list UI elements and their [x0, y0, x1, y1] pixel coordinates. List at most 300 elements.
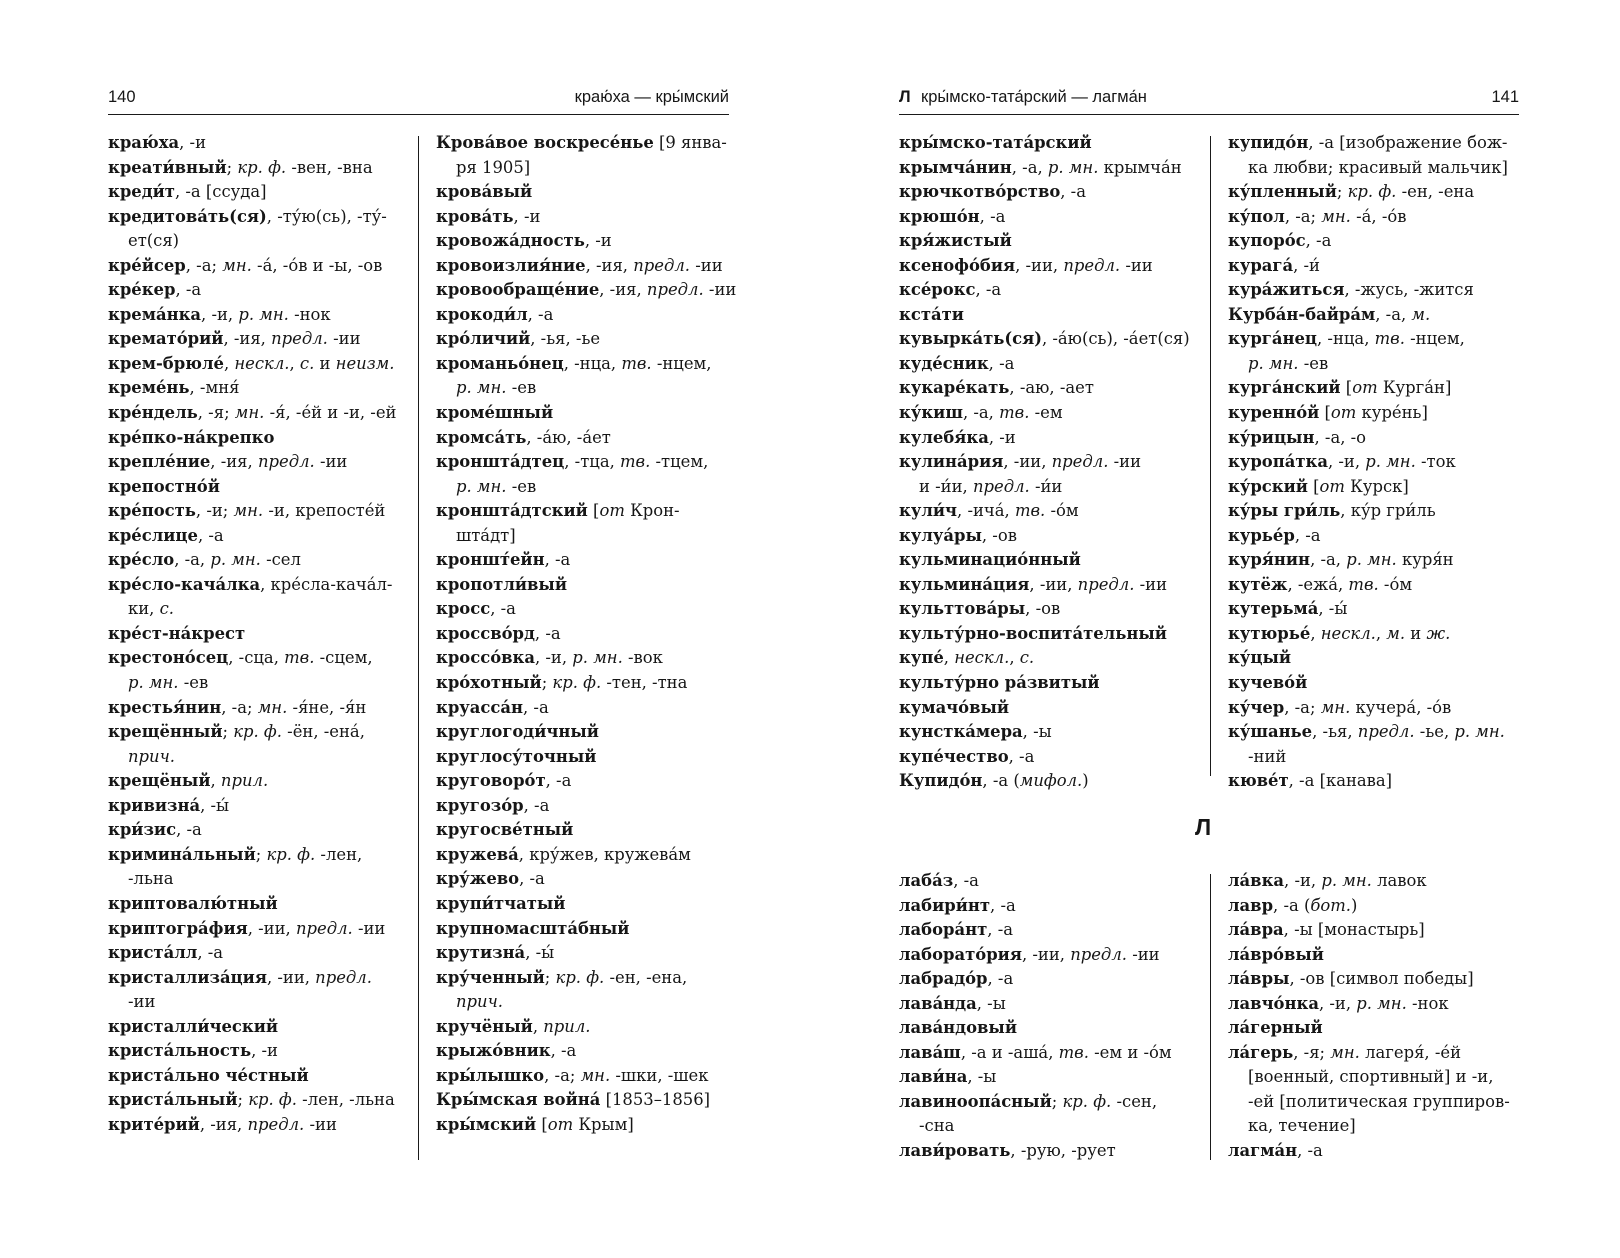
headword: ку́чер — [1228, 697, 1285, 717]
dictionary-entry — [1228, 229, 1508, 254]
headword: крестья́нин — [108, 697, 222, 717]
headword: кре́ндель — [108, 403, 198, 423]
dictionary-entry — [1228, 303, 1508, 328]
headword: лава́ндовый — [899, 1018, 1018, 1038]
headword: ку́киш — [899, 403, 963, 423]
headword: кромса́ть — [436, 427, 527, 447]
entry-grammar: [от Курга́н] — [1340, 378, 1452, 398]
entry-continuation: р. мн. -ев — [128, 673, 209, 693]
dictionary-entry — [899, 352, 1190, 377]
entry-grammar: , -а — [987, 969, 1014, 989]
headword: круасса́н — [436, 697, 523, 717]
dictionary-entry — [436, 131, 736, 156]
dictionary-entry — [899, 499, 1190, 524]
entry-grammar: , -а — [534, 623, 561, 643]
headword: кредитова́ть(ся) — [108, 206, 267, 226]
dictionary-entry — [899, 1016, 1172, 1041]
dictionary-entry — [1228, 869, 1510, 894]
entry-grammar: , -а, м. — [1375, 304, 1431, 324]
dictionary-entry — [899, 524, 1190, 549]
left-column-1 — [108, 131, 396, 1137]
dictionary-entry — [899, 622, 1190, 647]
headword: кру́жево — [436, 869, 520, 889]
headword: крите́рий — [108, 1114, 200, 1134]
headword: куренно́й — [1228, 403, 1320, 423]
right-column-2 — [1228, 131, 1508, 794]
headword: купе́чество — [899, 746, 1009, 766]
entry-grammar: , -а — [176, 820, 202, 840]
headword: кривизна́ — [108, 795, 201, 815]
dictionary-entry — [1228, 992, 1510, 1017]
entry-grammar: , -тца, тв. -тцем, — [564, 452, 709, 472]
entry-grammar: , прил. — [532, 1016, 591, 1036]
headword: лави́ровать — [899, 1141, 1011, 1161]
headword: крупномасшта́бный — [436, 918, 630, 938]
headword: кры́мский — [436, 1114, 537, 1134]
headword: крова́ть — [436, 206, 514, 226]
entry-grammar: [от Крон- — [587, 501, 680, 521]
headword: лаба́з — [899, 871, 954, 890]
headword: кроншт́ейн — [436, 550, 545, 570]
dictionary-entry — [436, 352, 736, 377]
dictionary-entry — [108, 278, 396, 303]
dictionary-entry — [108, 573, 396, 598]
entry-continuation: -ии — [128, 992, 156, 1012]
dictionary-entry — [899, 229, 1190, 254]
headword: ксенофо́бия — [899, 255, 1016, 275]
dictionary-entry — [899, 131, 1190, 156]
entry-grammar: , -я; мн. лагеря́, -е́й — [1293, 1042, 1461, 1062]
dictionary-entry — [436, 327, 736, 352]
headword: ла́вра — [1228, 920, 1284, 940]
dictionary-entry — [1228, 894, 1510, 919]
headword: ла́вро́вый — [1228, 944, 1324, 964]
dictionary-entry — [1228, 1041, 1510, 1066]
entry-grammar: , -ия, предл. -ии — [223, 329, 361, 349]
dictionary-entry — [108, 180, 396, 205]
dictionary-entry — [899, 894, 1172, 919]
headword: кукаре́кать — [899, 378, 1010, 398]
entry-grammar: , -а — [1305, 231, 1332, 251]
dictionary-entry — [436, 917, 736, 942]
dictionary-entry — [899, 278, 1190, 303]
headword: крюшо́н — [899, 206, 980, 226]
dictionary-entry — [108, 843, 396, 868]
entry-grammar: ; кр. ф. -ен, -ена, — [544, 967, 688, 987]
headword: крова́вый — [436, 182, 533, 202]
dictionary-entry — [436, 843, 736, 868]
entry-grammar: , -жусь, -жится — [1344, 280, 1474, 300]
headword: лавр — [1228, 895, 1274, 915]
entry-grammar: , -ья, -ье — [530, 329, 601, 349]
dictionary-entry — [436, 229, 736, 254]
entry-grammar: , -ия, предл. -ии — [599, 280, 737, 300]
entry-grammar: , -рую, -рует — [1010, 1141, 1116, 1161]
headword: крещёный — [108, 771, 211, 791]
dictionary-entry — [899, 869, 1172, 894]
dictionary-entry — [899, 1041, 1172, 1066]
headword: кремато́рий — [108, 329, 224, 349]
entry-grammar: [9 янва- — [653, 133, 727, 152]
dictionary-entry — [899, 1065, 1172, 1090]
dictionary-entry — [108, 941, 396, 966]
dictionary-entry — [436, 794, 736, 819]
left-running-header — [108, 88, 729, 115]
headword: кре́ст-на́крест — [108, 623, 246, 643]
entry-grammar: , -ии, предл. -ии — [1015, 255, 1153, 275]
dictionary-entry — [436, 720, 736, 745]
entry-grammar: , -а; мн. -я́не, -я́н — [221, 697, 367, 717]
right-column-1 — [899, 131, 1190, 794]
dictionary-entry — [108, 1088, 396, 1113]
headword: кре́сло-кача́лка — [108, 574, 261, 594]
dictionary-entry — [899, 769, 1190, 794]
headword: кримина́льный — [108, 844, 256, 864]
dictionary-entry — [436, 548, 736, 573]
dictionary-entry — [1228, 671, 1508, 696]
entry-grammar: , -ии, предл. -ии — [247, 918, 386, 938]
entry-grammar: , -ии, предл. -ии — [1003, 452, 1142, 472]
headword: кульминацио́нный — [899, 550, 1081, 570]
entry-grammar: , -а; мн. -шки, -шек — [544, 1065, 709, 1085]
dictionary-entry — [108, 622, 396, 647]
dictionary-entry — [108, 205, 396, 230]
dictionary-entry — [899, 671, 1190, 696]
dictionary-entry — [436, 303, 736, 328]
dictionary-entry — [1228, 450, 1508, 475]
headword: кругосве́тный — [436, 820, 574, 840]
headword: крестоно́сец — [108, 648, 229, 668]
dictionary-entry — [108, 794, 396, 819]
dictionary-entry — [436, 401, 736, 426]
dictionary-entry — [108, 131, 396, 156]
headword: Кры́мская война́ — [436, 1090, 601, 1110]
headword: культу́рно-воспита́тельный — [899, 623, 1167, 643]
dictionary-entry — [436, 1088, 736, 1113]
dictionary-entry — [1228, 597, 1508, 622]
headword: кре́слице — [108, 525, 198, 545]
dictionary-entry — [436, 622, 736, 647]
entry-grammar: ; кр. ф. -лен, -льна — [237, 1090, 395, 1110]
entry-grammar: , -ии, предл. -ии — [1029, 574, 1168, 594]
dictionary-entry — [436, 278, 736, 303]
entry-grammar: , -а и -аша́, тв. -ем и -о́м — [960, 1042, 1172, 1062]
dictionary-entry — [899, 426, 1190, 451]
entry-grammar: , -ия, предл. -ии — [199, 1114, 337, 1134]
entry-grammar: , -и — [584, 231, 612, 251]
dictionary-entry — [436, 745, 736, 770]
headword: кре́кер — [108, 280, 176, 300]
entry-grammar: , -ии, предл. — [266, 967, 372, 987]
dictionary-entry — [436, 1015, 736, 1040]
entry-grammar: , -аю, -ает — [1009, 378, 1094, 398]
entry-grammar: ; кр. ф. -вен, -вна — [226, 157, 373, 177]
headword: крымча́нин — [899, 157, 1012, 177]
entry-continuation: прич. — [456, 992, 504, 1012]
dictionary-entry — [108, 720, 396, 745]
entry-grammar: , -а — [523, 795, 550, 815]
dictionary-entry — [1228, 426, 1508, 451]
headword: кура́житься — [1228, 280, 1345, 300]
headword: криста́льный — [108, 1090, 238, 1110]
headword: Крова́вое воскресе́нье — [436, 133, 654, 152]
entry-grammar: , -ы́ — [200, 795, 230, 815]
entry-grammar: , -нца, тв. -нцем, — [563, 353, 712, 373]
headword: крещённый — [108, 722, 223, 742]
entry-continuation: ка, течение] — [1248, 1116, 1356, 1136]
headword: крокоди́л — [436, 304, 528, 324]
entry-grammar: , -а, тв. -ем — [962, 403, 1063, 423]
entry-grammar: ; кр. ф. -тен, -тна — [541, 673, 688, 693]
dictionary-entry — [899, 992, 1172, 1017]
dictionary-entry — [1228, 622, 1508, 647]
headword: курга́нский — [1228, 378, 1341, 398]
right-column-divider-top — [1210, 136, 1211, 776]
headword: кря́жистый — [899, 231, 1012, 251]
headword: крутизна́ — [436, 943, 526, 963]
entry-grammar: ; кр. ф. -ен, -ена — [1336, 182, 1475, 202]
headword: кроссво́рд — [436, 623, 535, 643]
entry-grammar: , -а [канава] — [1288, 771, 1393, 791]
entry-grammar: , -ии, предл. -ии — [1021, 944, 1160, 964]
headword: ла́герь — [1228, 1042, 1294, 1062]
dictionary-entry — [436, 426, 736, 451]
headword: криста́льность — [108, 1041, 252, 1061]
entry-grammar: , -и, р. мн. -вок — [534, 648, 663, 668]
dictionary-entry — [436, 941, 736, 966]
entry-grammar: , -ия, предл. -ии — [585, 255, 723, 275]
entry-grammar: , -и — [988, 427, 1016, 447]
headword: кунстка́мера — [899, 722, 1023, 742]
dictionary-entry — [108, 401, 396, 426]
entry-grammar: , кре́сла-кача́л- — [260, 574, 393, 594]
dictionary-entry — [1228, 548, 1508, 573]
entry-grammar: , -а — [1060, 182, 1086, 202]
headword: криптогра́фия — [108, 918, 248, 938]
dictionary-entry — [436, 1113, 736, 1138]
entry-grammar: , -и, р. мн. -ток — [1327, 452, 1456, 472]
dictionary-entry — [108, 818, 396, 843]
entry-grammar: , -ов — [1025, 599, 1061, 619]
headword: крупи́тчатый — [436, 893, 566, 913]
dictionary-entry — [899, 205, 1190, 230]
entry-grammar: , -и; мн. -и, крепосте́й — [195, 501, 386, 521]
headword: ку́пол — [1228, 206, 1285, 226]
dictionary-entry — [1228, 401, 1508, 426]
headword: кроншта́дтский — [436, 501, 588, 521]
entry-continuation: -льна — [128, 869, 174, 889]
entry-grammar: , -сца, тв. -сцем, — [228, 648, 373, 668]
headword: кувырка́ть(ся) — [899, 329, 1042, 349]
headword: ку́шанье — [1228, 722, 1313, 742]
section-letter-l: Л — [1195, 814, 1212, 840]
entry-continuation: ет(ся) — [128, 231, 180, 251]
dictionary-entry — [1228, 499, 1508, 524]
right-column-4 — [1228, 869, 1510, 1164]
entry-grammar: , -ы — [1022, 722, 1052, 742]
dictionary-entry — [108, 1039, 396, 1064]
dictionary-entry — [899, 254, 1190, 279]
headword: ку́рицын — [1228, 427, 1315, 447]
entry-grammar: , -а — [490, 599, 516, 619]
headword: крыжо́вник — [436, 1041, 551, 1061]
entry-grammar: , кру́жев, кружева́м — [518, 844, 691, 864]
dictionary-entry — [1228, 943, 1510, 968]
entry-grammar: , -ича́, тв. -о́м — [957, 501, 1079, 521]
headword: крючкотво́рство — [899, 182, 1061, 202]
dictionary-entry — [108, 303, 396, 328]
headword: кристаллиза́ция — [108, 967, 267, 987]
headword: кро́личий — [436, 329, 531, 349]
entry-grammar: , -ту́ю(сь), -ту́- — [266, 206, 387, 226]
dictionary-entry — [1228, 696, 1508, 721]
headword: кри́зис — [108, 820, 177, 840]
dictionary-entry — [1228, 573, 1508, 598]
dictionary-entry — [436, 696, 736, 721]
headword: куропа́тка — [1228, 452, 1328, 472]
headword: кре́пость — [108, 501, 196, 521]
entry-grammar: , -а — [519, 869, 545, 889]
dictionary-entry — [108, 769, 396, 794]
dictionary-entry — [1228, 918, 1510, 943]
headword: кру́ченный — [436, 967, 545, 987]
dictionary-entry — [899, 1090, 1172, 1115]
dictionary-entry — [899, 156, 1190, 181]
dictionary-entry — [108, 376, 396, 401]
dictionary-entry — [108, 352, 396, 377]
headword: крема́нка — [108, 304, 202, 324]
dictionary-entry — [1228, 524, 1508, 549]
headword: лагма́н — [1228, 1141, 1298, 1161]
headword: куде́сник — [899, 353, 989, 373]
dictionary-entry — [1228, 967, 1510, 992]
dictionary-entry — [899, 696, 1190, 721]
entry-grammar: , -а — [988, 353, 1015, 373]
headword: кропотли́вый — [436, 574, 568, 594]
headword: кры́мско-тата́рский — [899, 133, 1092, 152]
headword: культу́рно ра́звитый — [899, 673, 1100, 693]
dictionary-entry — [108, 450, 396, 475]
dictionary-entry — [436, 573, 736, 598]
dictionary-entry — [1228, 205, 1508, 230]
dictionary-entry — [436, 180, 736, 205]
headword: кучево́й — [1228, 673, 1308, 693]
entry-continuation: р. мн. -ев — [456, 378, 537, 398]
left-page-number: 140 — [108, 88, 136, 106]
headword: ла́вка — [1228, 871, 1285, 890]
dictionary-entry — [436, 966, 736, 991]
headword: кругозо́р — [436, 795, 524, 815]
entry-grammar: , -а́ю(сь), -а́ет(ся) — [1041, 329, 1190, 349]
entry-continuation: шта́дт] — [456, 525, 516, 545]
left-column-divider — [418, 136, 419, 1160]
entry-grammar: , -а — [197, 525, 224, 545]
dictionary-entry — [108, 966, 396, 991]
dictionary-entry — [436, 818, 736, 843]
headword: кристалли́ческий — [108, 1016, 279, 1036]
dictionary-entry — [1228, 720, 1508, 745]
entry-grammar: , -ы — [967, 1067, 997, 1087]
headword: кулуа́ры — [899, 525, 982, 545]
entry-grammar: , -мня́ — [189, 378, 240, 398]
dictionary-entry — [899, 573, 1190, 598]
entry-continuation: и -и́и, предл. -и́и — [919, 476, 1063, 496]
headword: куря́нин — [1228, 550, 1311, 570]
entry-grammar: , -а — [1297, 1141, 1323, 1161]
entry-grammar: [от Курск] — [1307, 476, 1409, 496]
headword: кумачо́вый — [899, 697, 1010, 717]
entry-grammar: , -и — [179, 133, 207, 152]
headword: кутерьма́ — [1228, 599, 1319, 619]
headword: ла́герный — [1228, 1018, 1323, 1038]
headword: ку́цый — [1228, 648, 1292, 668]
dictionary-entry — [1228, 180, 1508, 205]
entry-grammar: , -и — [513, 206, 541, 226]
dictionary-entry — [1228, 1139, 1510, 1164]
entry-grammar: , -а [изображение бож- — [1308, 133, 1508, 152]
entry-grammar: , -а — [175, 280, 202, 300]
left-running-title: краю́ха — кры́мский — [574, 88, 729, 106]
dictionary-entry — [108, 892, 396, 917]
headword: кста́ти — [899, 304, 964, 324]
dictionary-entry — [1228, 254, 1508, 279]
dictionary-entry — [899, 597, 1190, 622]
headword: ксе́рокс — [899, 280, 976, 300]
entry-grammar: , -а — [527, 304, 554, 324]
dictionary-entry — [1228, 646, 1508, 671]
entry-grammar: , -а, р. мн. крымча́н — [1011, 157, 1182, 177]
headword: креати́вный — [108, 157, 227, 177]
entry-continuation: [военный, спортивный] и -и, — [1248, 1067, 1494, 1087]
dictionary-entry — [899, 646, 1190, 671]
entry-grammar: ; кр. ф. -лен, — [255, 844, 363, 864]
entry-continuation: р. мн. -ев — [456, 476, 537, 496]
headword: кручёный — [436, 1016, 533, 1036]
entry-grammar: , -а; мн. кучера́, -о́в — [1284, 697, 1452, 717]
entry-grammar: [от Крым] — [536, 1114, 634, 1134]
entry-grammar: , -а, р. мн. куря́н — [1310, 550, 1454, 570]
dictionary-entry — [436, 254, 736, 279]
entry-grammar: , -а (бот.) — [1273, 895, 1358, 915]
dictionary-entry — [1228, 327, 1508, 352]
dictionary-entry — [899, 1139, 1172, 1164]
headword: Курба́н-байра́м — [1228, 304, 1376, 324]
headword: лабири́нт — [899, 895, 991, 915]
dictionary-entry — [108, 327, 396, 352]
headword: кроншта́дтец — [436, 452, 565, 472]
entry-grammar: , ку́р гри́ль — [1340, 501, 1436, 521]
headword: ку́рский — [1228, 476, 1308, 496]
headword: кровоизлия́ние — [436, 255, 586, 275]
right-section-letter-header: Л — [899, 88, 911, 106]
headword: кре́йсер — [108, 255, 186, 275]
headword: кроссо́вка — [436, 648, 535, 668]
headword: лаборато́рия — [899, 944, 1022, 964]
entry-grammar: , -а — [990, 895, 1016, 915]
headword: криста́льно че́стный — [108, 1065, 309, 1085]
headword: кулина́рия — [899, 452, 1004, 472]
dictionary-entry — [899, 401, 1190, 426]
entry-grammar: , -а́ю, -а́ет — [526, 427, 611, 447]
headword: лабора́нт — [899, 920, 988, 940]
headword: культтова́ры — [899, 599, 1026, 619]
entry-grammar: , -ы́ — [1318, 599, 1348, 619]
entry-grammar: , -а — [1294, 525, 1321, 545]
entry-grammar: , -и, р. мн. лавок — [1284, 871, 1427, 890]
dictionary-entry — [108, 426, 396, 451]
headword: краю́ха — [108, 133, 180, 152]
entry-grammar: , -а — [987, 920, 1014, 940]
